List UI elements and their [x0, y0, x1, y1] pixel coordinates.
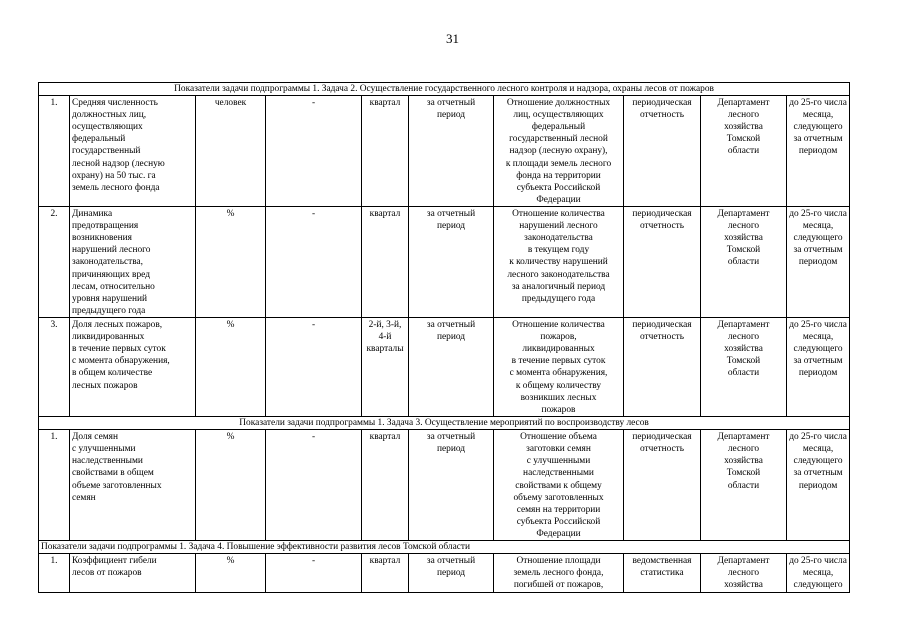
responsible-cell: Департамент лесного хозяйства Томской области	[701, 430, 787, 541]
unit-cell: человек	[196, 96, 266, 207]
deadline-cell: до 25-го числа месяца, следующего	[787, 554, 850, 592]
section-title: Показатели задачи подпрограммы 1. Задача 4. Повышение эффективности развития лесов Томской области	[39, 541, 850, 554]
indicator-name: Доля семян с улучшенными наследственными свойствами в общем объеме заготовленных семян	[70, 430, 196, 541]
deadline-cell: до 25-го числа месяца, следующего за отчетным периодом	[787, 207, 850, 318]
responsible-cell: Департамент лесного хозяйства Томской области	[701, 207, 787, 318]
source-cell: периодическая отчетность	[624, 96, 701, 207]
unit-cell: %	[196, 430, 266, 541]
method-cell: Отношение объема заготовки семян с улучшенными наследственными свойствами к общему объему заготовленных семян на территории субъекта Российской Федерации	[494, 430, 624, 541]
unit-cell: %	[196, 554, 266, 592]
deadline-cell: до 25-го числа месяца, следующего за отчетным периодом	[787, 430, 850, 541]
source-cell: периодическая отчетность	[624, 318, 701, 417]
section-header	[39, 83, 850, 96]
deadline-cell: до 25-го числа месяца, следующего за отчетным периодом	[787, 318, 850, 417]
basis-cell: за отчетный период	[409, 430, 494, 541]
source-cell: периодическая отчетность	[624, 207, 701, 318]
method-cell: Отношение количества пожаров, ликвидированных в течение первых суток с момента обнаружения, к общему количеству возникших лесных пожаров	[494, 318, 624, 417]
table-row	[39, 430, 850, 541]
unit-cell: %	[196, 318, 266, 417]
row-number: 1.	[39, 96, 70, 207]
basis-cell: за отчетный период	[409, 554, 494, 592]
unit-cell: %	[196, 207, 266, 318]
dash-cell: -	[266, 96, 362, 207]
responsible-cell: Департамент лесного хозяйства Томской области	[701, 318, 787, 417]
row-number: 3.	[39, 318, 70, 417]
row-number: 1.	[39, 554, 70, 592]
deadline-cell: до 25-го числа месяца, следующего за отчетным периодом	[787, 96, 850, 207]
method-cell: Отношение площади земель лесного фонда, погибшей от пожаров,	[494, 554, 624, 592]
period-cell: квартал	[362, 430, 409, 541]
period-cell: квартал	[362, 554, 409, 592]
method-cell: Отношение количества нарушений лесного законодательства в текущем году к количеству нарушений лесного законодательства за аналогичный период предыдущего года	[494, 207, 624, 318]
dash-cell: -	[266, 207, 362, 318]
basis-cell: за отчетный период	[409, 96, 494, 207]
indicator-name: Коэффициент гибели лесов от пожаров	[70, 554, 196, 592]
dash-cell: -	[266, 318, 362, 417]
responsible-cell: Департамент лесного хозяйства	[701, 554, 787, 592]
section-title: Показатели задачи подпрограммы 1. Задача 3. Осуществление мероприятий по воспроизводству лесов	[39, 417, 850, 430]
table-row	[39, 96, 850, 207]
indicator-name: Доля лесных пожаров, ликвидированных в течение первых суток с момента обнаружения, в общем количестве лесных пожаров	[70, 318, 196, 417]
period-cell: квартал	[362, 207, 409, 318]
dash-cell: -	[266, 554, 362, 592]
table-row	[39, 207, 850, 318]
section-title: Показатели задачи подпрограммы 1. Задача 2. Осуществление государственного лесного контроля и надзора, охраны лесов от пожаров	[39, 83, 850, 96]
table-row	[39, 554, 850, 592]
basis-cell: за отчетный период	[409, 207, 494, 318]
basis-cell: за отчетный период	[409, 318, 494, 417]
period-cell: 2-й, 3-й, 4-й кварталы	[362, 318, 409, 417]
method-cell: Отношение должностных лиц, осуществляющих федеральный государственный лесной надзор (лесную охрану), к площади земель лесного фонда на территории субъекта Российской Федерации	[494, 96, 624, 207]
section-header	[39, 541, 850, 554]
indicators-table	[38, 82, 850, 593]
row-number: 1.	[39, 430, 70, 541]
dash-cell: -	[266, 430, 362, 541]
source-cell: периодическая отчетность	[624, 430, 701, 541]
indicator-name: Динамика предотвращения возникновения нарушений лесного законодательства, причиняющих вред лесам, относительно уровня нарушений предыдущего года	[70, 207, 196, 318]
responsible-cell: Департамент лесного хозяйства Томской области	[701, 96, 787, 207]
table-row	[39, 318, 850, 417]
source-cell: ведомственная статистика	[624, 554, 701, 592]
indicator-name: Средняя численность должностных лиц, осуществляющих федеральный государственный лесной надзор (лесную охрану) на 50 тыс. га земель лесного фонда	[70, 96, 196, 207]
row-number: 2.	[39, 207, 70, 318]
period-cell: квартал	[362, 96, 409, 207]
page-number: 31	[446, 31, 459, 46]
section-header	[39, 417, 850, 430]
